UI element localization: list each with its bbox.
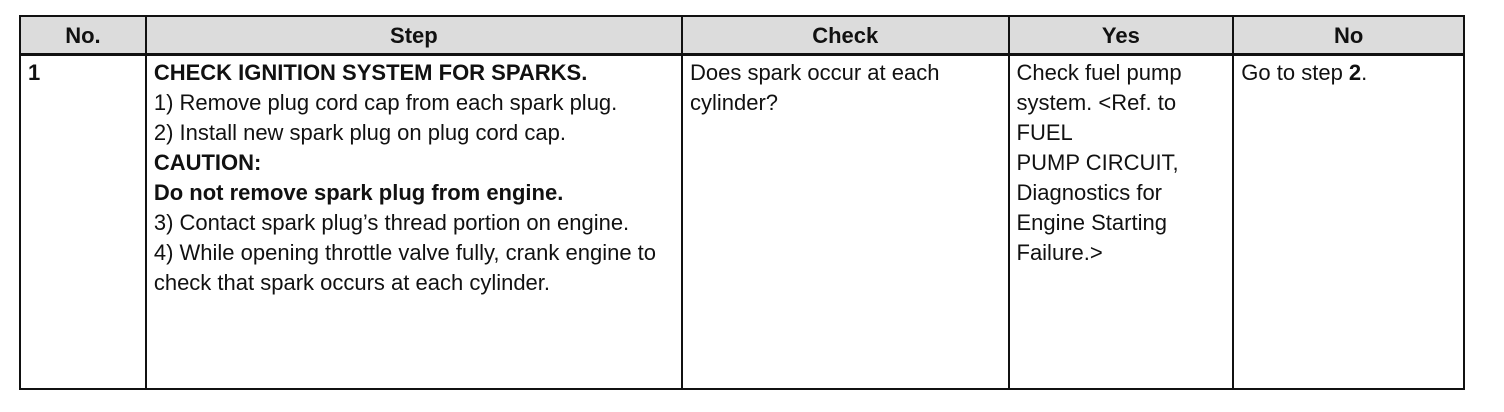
header-row [20,16,1464,55]
yes-cell [1009,55,1234,390]
header-no: No. [20,16,146,55]
header-no-result: No [1233,16,1464,55]
no-cell [1233,55,1464,390]
step-item-3: 3) Contact spark plug’s thread portion on engine. [153,210,630,235]
step-item-1: 1) Remove plug cord cap from each spark plug. [153,90,618,115]
check-question: Does spark occur at each cylinder? [689,60,940,115]
yes-text-line-3: PUMP CIRCUIT, Diagnostics for Engine Starting Failure.> [1016,150,1179,265]
caution-label: CAUTION: [153,150,262,175]
header-check: Check [682,16,1009,55]
check-cell [682,55,1009,390]
row-number-cell [20,55,146,390]
step-item-2: 2) Install new spark plug on plug cord cap. [153,120,566,145]
no-step-ref: 2 [1348,60,1362,85]
caution-text: Do not remove spark plug from engine. [153,180,564,205]
no-prefix: Go to step [1241,60,1349,85]
yes-text-line-2: FUEL [1016,120,1073,145]
row-number: 1 [28,60,41,85]
step-title: CHECK IGNITION SYSTEM FOR SPARKS. [153,60,588,85]
table-row [20,55,1464,390]
yes-text-line-1: Check fuel pump system. <Ref. to [1016,60,1182,115]
step-item-4: 4) While opening throttle valve fully, crank engine to check that spark occurs at each cylinder. [153,240,657,295]
step-cell [146,55,682,390]
header-step: Step [146,16,682,55]
diagnostic-table [19,15,1465,390]
no-suffix: . [1361,60,1368,85]
header-yes: Yes [1009,16,1234,55]
